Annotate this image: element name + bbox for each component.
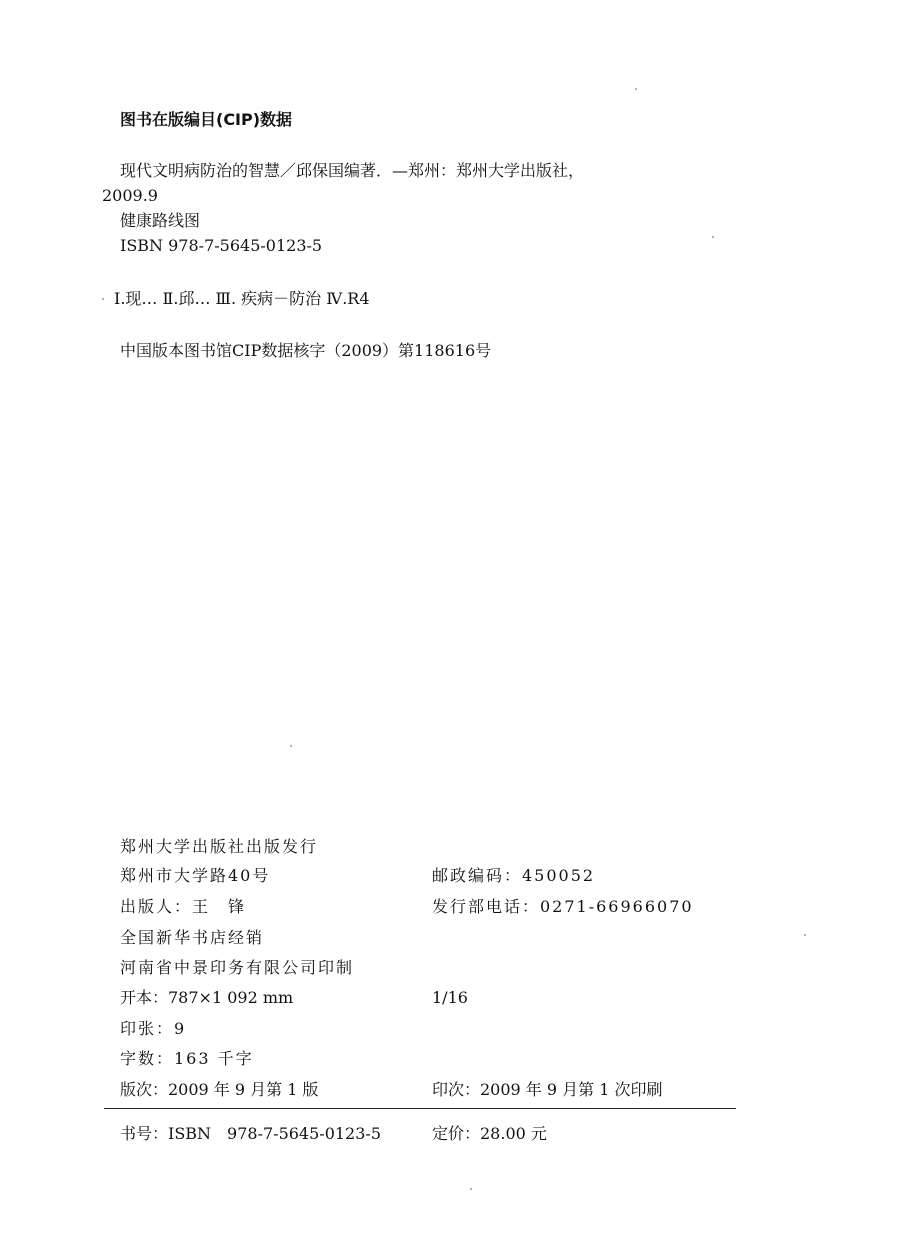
cip-record-number: 中国版本图书馆CIP数据核字（2009）第118616号 bbox=[120, 341, 492, 360]
publisher-person: 出版人：王 锋 bbox=[120, 897, 247, 916]
edition: 版次：2009 年 9 月第 1 版 bbox=[120, 1080, 319, 1099]
scan-speck bbox=[635, 88, 637, 90]
cip-entry-date-line: 2009.9 bbox=[102, 186, 158, 205]
publisher-distributor: 郑州大学出版社出版发行 bbox=[120, 837, 319, 856]
cip-isbn: ISBN 978-7-5645-0123-5 bbox=[120, 236, 323, 255]
cip-heading: 图书在版编目(CIP)数据 bbox=[120, 110, 293, 129]
fold-size: 1/16 bbox=[432, 988, 468, 1007]
scan-speck bbox=[712, 236, 714, 238]
cip-entry-title-line: 现代文明病防治的智慧／邱保国编著．—郑州：郑州大学出版社， bbox=[120, 161, 585, 180]
publisher-address: 郑州市大学路40号 bbox=[120, 866, 271, 885]
distribution-phone: 发行部电话：0271-66966070 bbox=[432, 897, 694, 916]
printer: 河南省中景印务有限公司印制 bbox=[120, 958, 355, 977]
divider-rule bbox=[104, 1108, 736, 1109]
book-number: 书号：ISBN 978-7-5645-0123-5 bbox=[120, 1124, 382, 1143]
scan-speck bbox=[804, 934, 806, 936]
cip-subject-headings: Ⅰ.现… Ⅱ.邱… Ⅲ. 疾病－防治 Ⅳ.R4 bbox=[114, 289, 370, 308]
seller: 全国新华书店经销 bbox=[120, 928, 265, 947]
postal-code: 邮政编码：450052 bbox=[432, 866, 596, 885]
cip-series: 健康路线图 bbox=[120, 211, 201, 230]
book-format: 开本：787×1 092 mm bbox=[120, 988, 294, 1007]
scan-speck bbox=[470, 1188, 472, 1190]
word-count: 字数：163 千字 bbox=[120, 1049, 254, 1068]
price: 定价：28.00 元 bbox=[432, 1124, 547, 1143]
printed-sheets: 印张：9 bbox=[120, 1019, 187, 1038]
printing: 印次：2009 年 9 月第 1 次印刷 bbox=[432, 1080, 663, 1099]
scan-speck bbox=[290, 745, 292, 747]
scan-speck bbox=[102, 298, 104, 300]
